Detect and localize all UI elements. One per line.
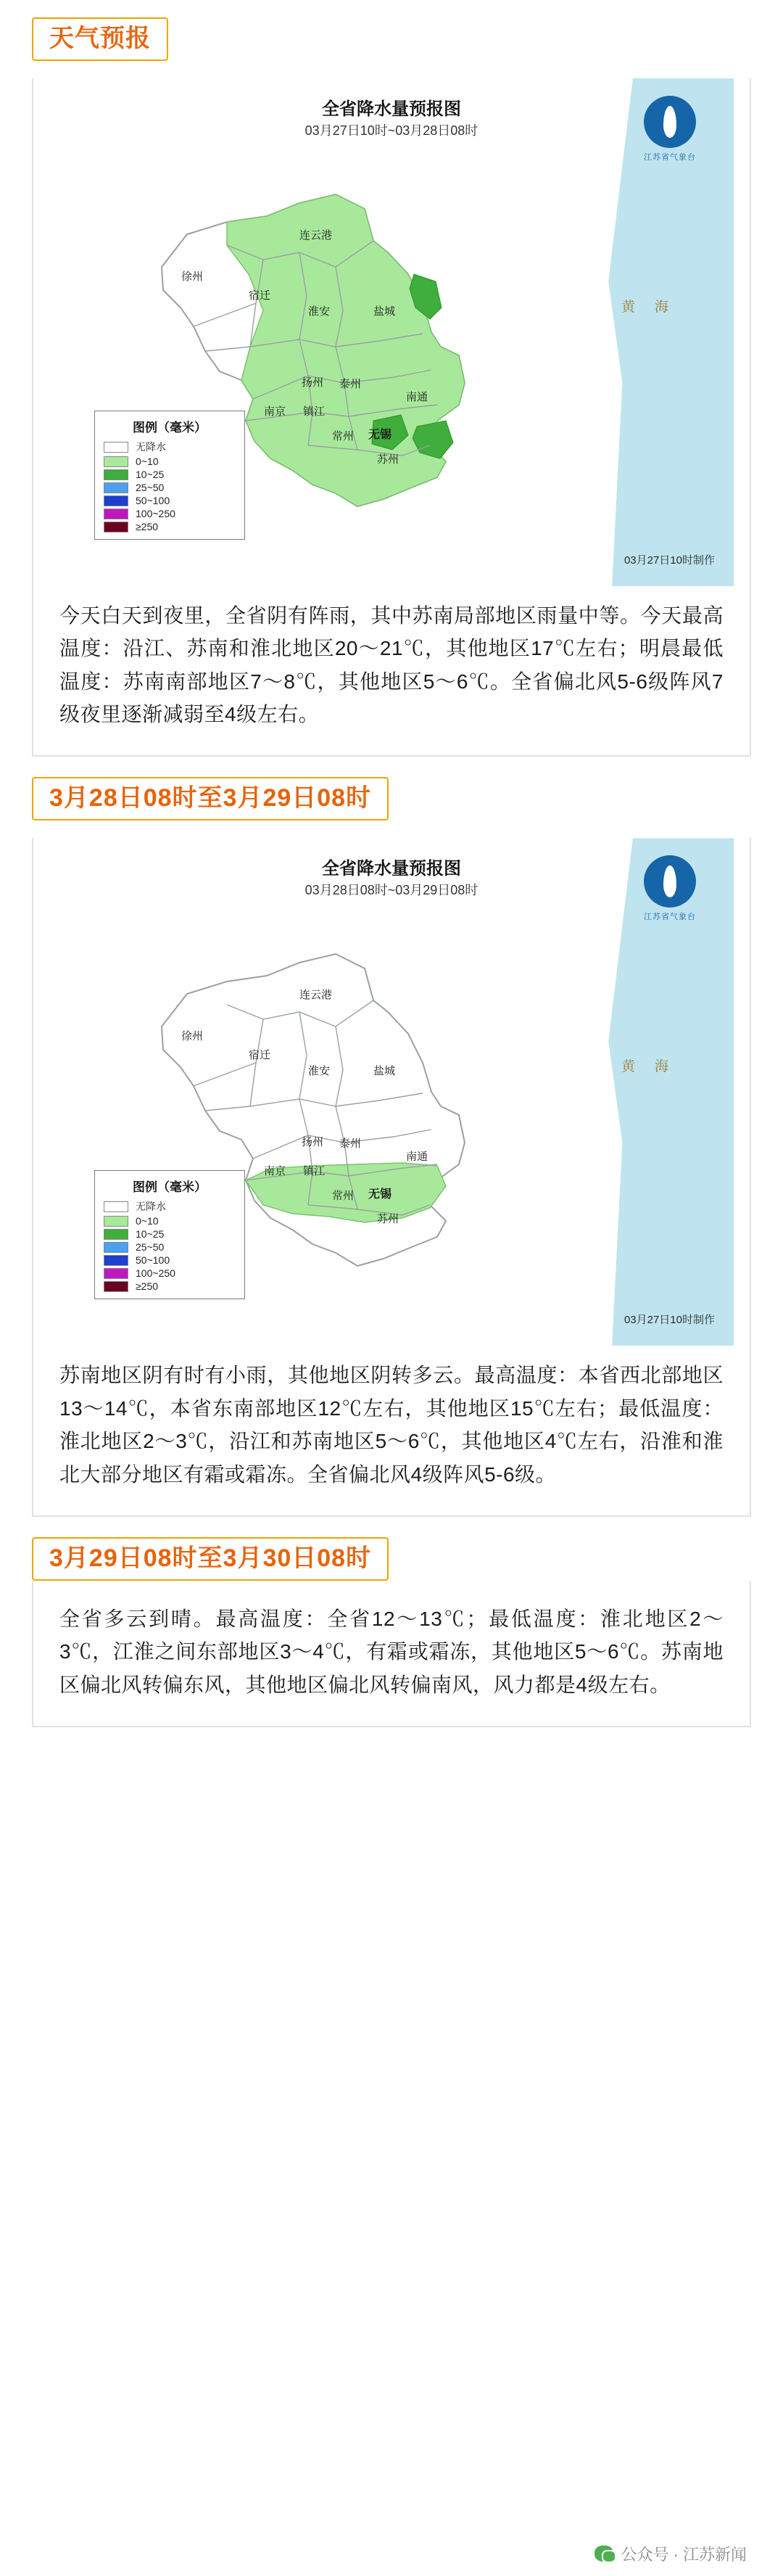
city-label-wuxi-1: 无锡 [368,429,392,441]
section-3-body [32,1581,751,1727]
map-credit-2: 03月27日10时制作 [624,1314,715,1327]
rainfall-map-1 [49,78,734,586]
map-subtitle-2: 03月28日08时~03月29日08时 [304,883,478,898]
section-divider-2 [0,1517,783,1537]
section-2-body [32,838,751,1516]
forecast-paragraph-3: 全省多云到晴。最高温度：全省12～13℃；最低温度：淮北地区2～3℃，江淮之间东部地区3～4℃，有霜或霜冻，其他地区5～6℃。苏南地区偏北风转偏东风，其他地区偏北风转偏南风，风力都是4级左右。 [59,1607,724,1696]
legend-swatch [104,495,128,506]
legend-item [95,1227,244,1240]
legend-swatch [104,482,128,493]
legend-label: 100~250 [136,508,175,519]
legend-item [95,494,244,507]
legend-label: 无降水 [136,441,166,453]
forecast-paragraph-1: 今天白天到夜里，全省阴有阵雨，其中苏南局部地区雨量中等。今天最高温度：沿江、苏南和淮北地区20～21℃，其他地区17℃左右；明晨最低温度：苏南南部地区7～8℃，其他地区5～6℃。全省偏北风5-6级阵风7级夜里逐渐减弱至4级左右。 [59,604,724,726]
forecast-text-3 [33,1581,750,1726]
section-heading-3 [32,1537,389,1581]
city-label-nantong-2: 南通 [406,1151,428,1164]
city-label-taizhou-1: 泰州 [339,378,362,390]
section-heading-1-label: 天气预报 [49,25,151,52]
legend-label: 无降水 [136,1201,166,1213]
city-label-changzhou-1: 常州 [332,430,355,443]
legend-swatch [104,1201,128,1212]
legend-swatch [104,509,128,519]
legend-item [95,439,244,455]
legend-item [95,481,244,494]
map-title-2: 全省降水量预报图 [322,859,461,879]
forecast-section-2 [0,777,783,1516]
legend-item [95,1214,244,1227]
city-label-zhenjiang-1: 镇江 [303,406,326,418]
city-label-lianyungang-1: 连云港 [299,229,333,242]
legend-label: 10~25 [136,469,165,480]
city-label-nantong-1: 南通 [406,391,428,403]
legend-label: 100~250 [136,1267,175,1280]
logo-name-2: 江苏省气象台 [644,913,696,922]
footer-label: 公众号 · 江苏新闻 [621,2545,747,2564]
legend-item [95,1198,244,1214]
legend-label: ≥250 [136,1280,159,1293]
legend-label: 0~10 [136,456,159,467]
legend-swatch [104,1281,128,1292]
city-label-zhenjiang-2: 镇江 [303,1165,326,1178]
city-label-taizhou-2: 泰州 [339,1137,362,1151]
legend-item [95,507,244,520]
agency-logo-2 [635,855,705,925]
legend-swatch [104,442,128,453]
legend-swatch [104,1229,128,1240]
forecast-text-2 [33,1353,750,1515]
section-heading-2 [32,777,389,820]
city-label-huaian-2: 淮安 [308,1065,331,1078]
legend-2 [94,1170,245,1299]
legend-item [95,520,244,533]
logo-name-1: 江苏省气象台 [644,153,696,162]
legend-label: 50~100 [136,1254,170,1267]
legend-label: 25~50 [136,482,165,493]
forecast-text-1 [33,593,750,755]
legend-label: 0~10 [136,1215,159,1227]
legend-swatch [104,1255,128,1266]
section-heading-3-label: 3月29日08时至3月30日08时 [49,1544,372,1572]
section-1-body [32,78,751,757]
city-label-yancheng-2: 盐城 [373,1065,396,1078]
page-footer [0,2531,783,2576]
rainfall-map-2 [49,838,734,1346]
legend-item [95,455,244,468]
legend-item [95,1280,244,1293]
city-label-yangzhou-2: 扬州 [302,1136,324,1149]
sea-label-2: 黄 海 [621,1059,671,1075]
city-label-suqian-1: 宿迁 [249,289,271,302]
logo-mark-icon [644,855,696,908]
legend-item [95,468,244,481]
legend-swatch [104,1216,128,1227]
legend-swatch [104,456,128,467]
legend-swatch [104,1268,128,1279]
legend-item [95,1267,244,1280]
city-label-huaian-1: 淮安 [308,305,331,318]
section-heading-2-label: 3月28日08时至3月29日08时 [49,784,372,812]
legend-item [95,1254,244,1267]
city-label-suqian-2: 宿迁 [249,1049,271,1062]
legend-swatch [104,469,128,480]
legend-title-2: 图例（毫米） [133,1180,207,1195]
city-label-nanjing-1: 南京 [264,406,286,418]
legend-title-1: 图例（毫米） [133,421,207,435]
sea-label-1: 黄 海 [621,300,671,315]
city-label-suzhou-2: 苏州 [377,1213,399,1226]
legend-swatch [104,1242,128,1253]
city-label-yancheng-1: 盐城 [373,305,396,318]
city-label-xuzhou-2: 徐州 [181,1030,204,1043]
legend-label: 10~25 [136,1228,165,1240]
city-label-wuxi-2: 无锡 [368,1188,392,1201]
map-subtitle-1: 03月27日10时~03月28日08时 [304,123,478,138]
agency-logo-1 [635,96,705,165]
map-credit-1: 03月27日10时制作 [624,554,715,567]
city-label-nanjing-2: 南京 [264,1165,286,1178]
legend-label: ≥250 [136,521,159,532]
forecast-section-1 [0,0,783,757]
city-label-xuzhou-1: 徐州 [181,271,204,283]
city-label-suzhou-1: 苏州 [377,453,399,466]
forecast-paragraph-2: 苏南地区阴有时有小雨，其他地区阴转多云。最高温度：本省西北部地区13～14℃，本省东南部地区12℃左右，其他地区15℃左右；最低温度：淮北地区2～3℃，沿江和苏南地区5～6℃，其他地区4℃左右，沿淮和淮北大部分地区有霜或霜冻。全省偏北风4级阵风5-6级。 [59,1364,724,1486]
city-label-yangzhou-1: 扬州 [302,376,324,389]
forecast-section-3 [0,1537,783,1727]
city-label-changzhou-2: 常州 [332,1190,355,1203]
section-heading-1 [32,17,168,61]
legend-1 [94,411,245,540]
map-title-1: 全省降水量预报图 [322,99,461,119]
section-divider-1 [0,757,783,777]
legend-swatch [104,522,128,532]
legend-label: 25~50 [136,1241,165,1254]
city-label-lianyungang-2: 连云港 [299,989,333,1002]
wechat-icon [594,2546,613,2561]
legend-item [95,1240,244,1254]
legend-label: 50~100 [136,495,170,506]
logo-mark-icon [644,96,696,148]
